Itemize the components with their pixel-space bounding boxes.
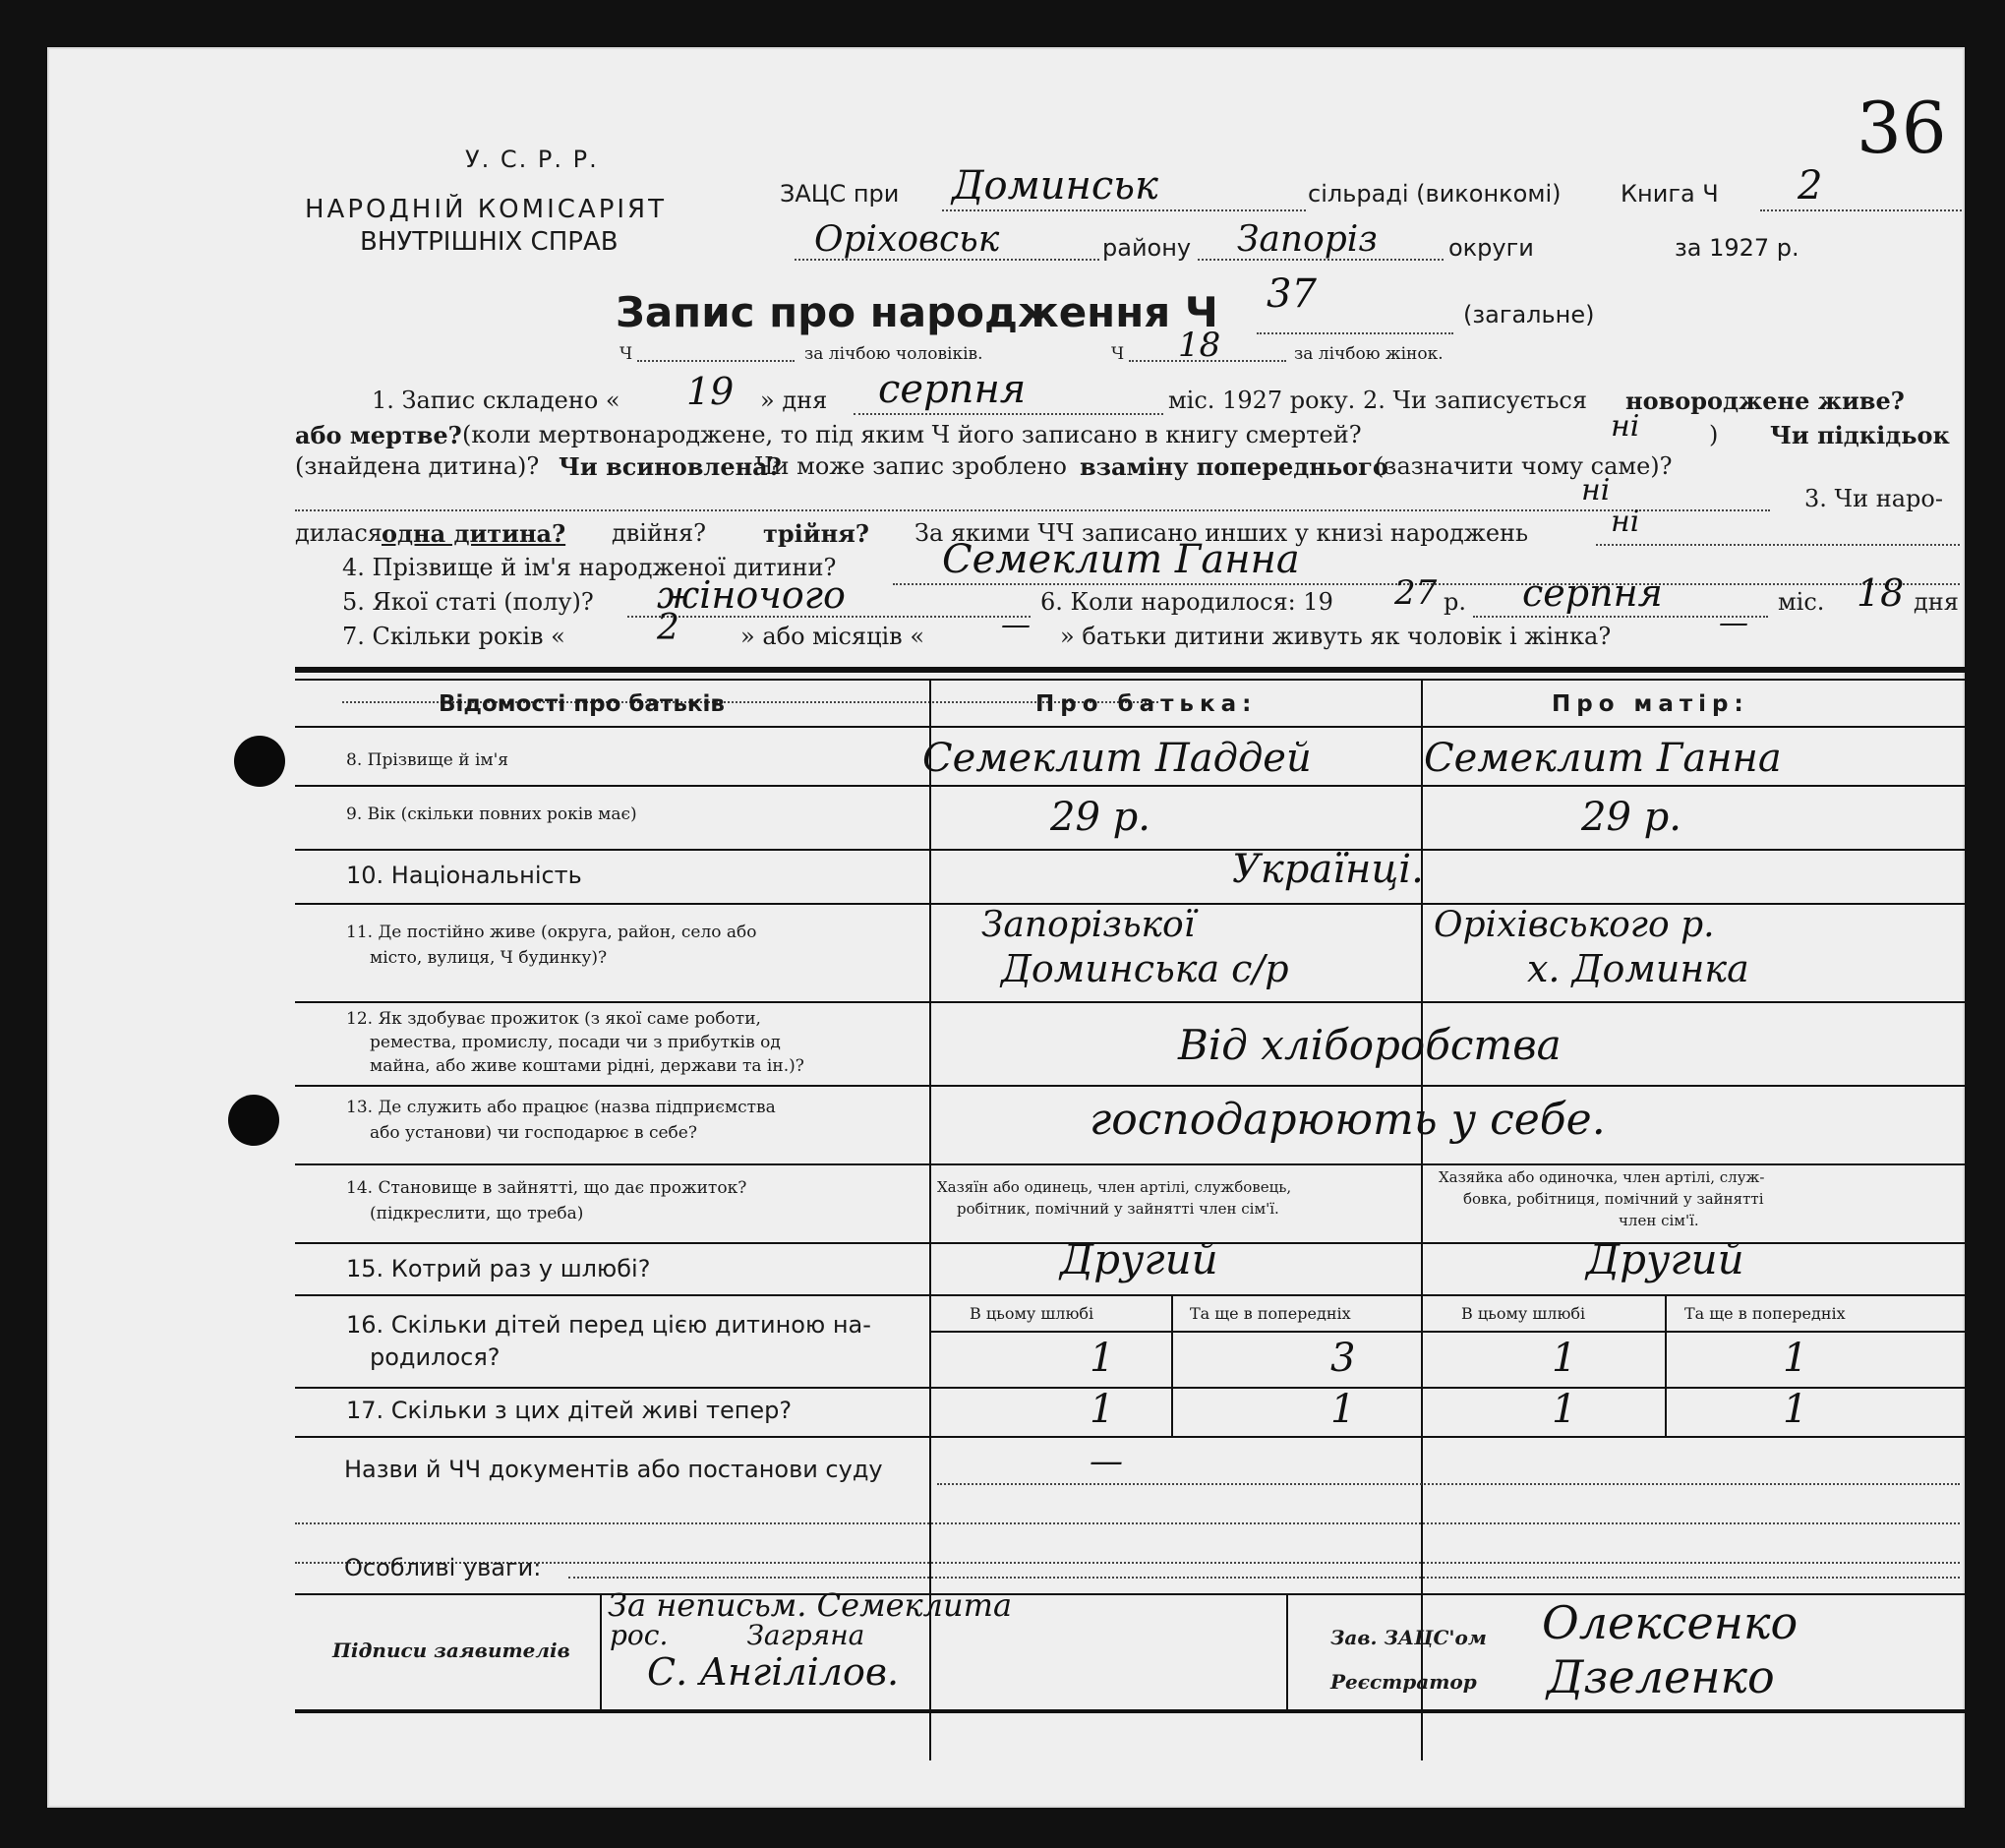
row12-label-2: ремества, промислу, посади чи з прибутків од — [370, 1033, 781, 1052]
row11-father-line1: Запорізької — [981, 905, 1196, 945]
village-council-label: сільраді (виконкомі) — [1308, 180, 1562, 208]
row9-father-value: 29 р. — [1050, 795, 1150, 840]
row8-mother-value: Семеклит Ганна — [1424, 736, 1782, 781]
row9-label: 9. Вік (скільки повних років має) — [346, 805, 637, 824]
table-header-parents: Відомості про батьків — [439, 691, 725, 717]
q6-month-value: серпня — [1522, 571, 1663, 615]
row16-v3: 1 — [1552, 1336, 1577, 1381]
punch-hole-bottom — [228, 1095, 279, 1146]
row13-label-1: 13. Де служить або працює (назва підприємства — [346, 1098, 776, 1117]
year-label: за 1927 р. — [1675, 234, 1799, 262]
sheet-number: 36 — [1857, 87, 1947, 169]
female-count-value: 18 — [1178, 326, 1221, 365]
registrar-label: Реєстратор — [1330, 1670, 1477, 1694]
zags-prefix: ЗАЦС при — [780, 180, 900, 208]
okrug-value: Запоріз — [1237, 219, 1378, 260]
row17-label: 17. Скільки з цих дітей живі тепер? — [346, 1397, 793, 1424]
q3-text-l: За якими ЧЧ записано инших у книзі народжень — [914, 519, 1529, 547]
q4-label: 4. Прізвище й ім'я народженої дитини? — [342, 554, 837, 581]
female-prefix: Ч — [1111, 344, 1125, 364]
book-value: 2 — [1798, 163, 1823, 209]
document-sheet — [47, 47, 1965, 1808]
signature-line-3: С. Ангілілов. — [647, 1650, 900, 1694]
row8-label: 8. Прізвище й ім'я — [346, 750, 509, 770]
row11-label-1: 11. Де постійно живе (округа, район, село або — [346, 923, 757, 942]
row13-work-value: господарюють у себе. — [1090, 1095, 1606, 1145]
q7-years-value: 2 — [657, 608, 679, 648]
punch-hole-top — [234, 736, 285, 787]
row16-sub3: В цьому шлюбі — [1461, 1304, 1586, 1323]
row9-mother-value: 29 р. — [1581, 795, 1681, 840]
head-label: Зав. ЗАЦС'ом — [1330, 1626, 1487, 1649]
district-value: Оріховськ — [814, 219, 1000, 260]
q2-replace-label: взаміну попереднього — [1080, 452, 1388, 481]
row12-label-1: 12. Як здобуває прожиток (з якої саме роботи, — [346, 1009, 761, 1029]
q3-twins-label: двійня? — [612, 519, 706, 547]
book-label: Книга Ч — [1621, 180, 1719, 208]
row15-label: 15. Котрий раз у шлюбі? — [346, 1255, 651, 1282]
row15-mother-value: Другий — [1586, 1235, 1744, 1283]
row14-mother-line3: член сім'ї. — [1619, 1212, 1699, 1229]
row17-v1: 1 — [1090, 1387, 1115, 1432]
row16-v4: 1 — [1783, 1336, 1808, 1381]
row16-label-1: 16. Скільки дітей перед цією дитиною на- — [346, 1311, 871, 1339]
q7-text-a: 7. Скільки років « — [342, 623, 565, 650]
q2-adopted-label: Чи всиновлена? — [559, 452, 782, 481]
row14-father-line2: робітник, помічний у зайнятті член сім'ї. — [957, 1200, 1279, 1218]
signature-line-1: За неписьм. Семеклита — [608, 1586, 1013, 1624]
q1-text-b: » дня — [760, 387, 828, 414]
row14-label-2: (підкреслити, що треба) — [370, 1204, 584, 1223]
row11-label-2: місто, вулиця, Ч будинку)? — [370, 948, 608, 968]
row11-father-line2: Доминська с/р — [1001, 947, 1289, 990]
q1-day-value: 19 — [686, 370, 735, 413]
q2-dead-value: ні — [1611, 409, 1640, 444]
q2-replace-value: ні — [1581, 473, 1611, 507]
row14-mother-line1: Хазяйка або одиночка, член артілі, служ- — [1439, 1168, 1765, 1186]
q6-year-suffix: р. — [1444, 588, 1466, 616]
q5-label: 5. Якої статі (полу)? — [342, 588, 594, 616]
q2-text-g: Чи може запис зроблено — [755, 452, 1067, 480]
row15-father-value: Другий — [1060, 1235, 1218, 1283]
q2-text-h: (зазначити чому саме)? — [1375, 452, 1673, 480]
row17-v3: 1 — [1552, 1387, 1577, 1432]
row17-v4: 1 — [1783, 1387, 1808, 1432]
ussr-label: У. С. Р. Р. — [465, 146, 599, 173]
record-title: Запис про народження Ч — [616, 288, 1218, 336]
female-count-label: за лічбою жінок. — [1294, 344, 1444, 364]
q3-single-label: одна дитина? — [382, 519, 566, 548]
row14-mother-line2: бовка, робітниця, помічний у зайнятті — [1463, 1190, 1764, 1208]
row12-label-3: майна, або живе коштами рідні, держави та ін.)? — [370, 1056, 804, 1076]
row12-income-value: Від хліборобства — [1178, 1021, 1562, 1069]
row14-father-line1: Хазяїн або одинець, член артілі, службовець, — [937, 1178, 1292, 1196]
q4-child-name-value: Семеклит Ганна — [942, 537, 1300, 582]
okrug-label: округи — [1448, 234, 1534, 262]
q2-foundling-label: Чи підкідьок — [1770, 421, 1950, 449]
q7-value: — — [1719, 606, 1748, 640]
row16-v1: 1 — [1090, 1336, 1115, 1381]
registrar-signature: Дзеленко — [1547, 1650, 1775, 1703]
q2-live-label: новороджене живе? — [1625, 387, 1905, 415]
q3-triplets-label: трійня? — [763, 519, 869, 548]
commissariat-line1: НАРОДНІЙ КОМІСАРІЯТ — [305, 195, 667, 224]
zags-value: Доминськ — [952, 163, 1158, 209]
district-label: району — [1102, 234, 1192, 262]
q3-text-j: дилася — [295, 519, 383, 547]
row16-v2: 3 — [1330, 1336, 1356, 1381]
row17-v2: 1 — [1330, 1387, 1356, 1432]
q5-sex-value: жіночого — [657, 573, 846, 617]
q1-month-value: серпня — [878, 367, 1027, 412]
row8-father-value: Семеклит Паддей — [922, 736, 1312, 781]
male-prefix: Ч — [619, 344, 633, 364]
documents-label: Назви й ЧЧ документів або постанови суду — [344, 1456, 883, 1483]
row10-label: 10. Національність — [346, 862, 582, 889]
record-number: 37 — [1267, 271, 1317, 317]
notes-label: Особливі уваги: — [344, 1554, 542, 1581]
q7-text-c: » батьки дитини живуть як чоловік і жінка? — [1060, 623, 1612, 650]
q7-text-b: » або місяців « — [740, 623, 925, 650]
q2-dead-label: або мертве? — [295, 421, 462, 449]
documents-value: — — [1090, 1442, 1123, 1481]
q6-day-value: 18 — [1857, 571, 1905, 615]
q1-text-c: міс. 1927 року. 2. Чи записується — [1168, 387, 1587, 414]
table-header-father: Про батька: — [1035, 691, 1258, 717]
q6-day-label: дня — [1914, 588, 1959, 616]
table-header-mother: Про матір: — [1552, 691, 1749, 717]
row10-nationality-value: Українці. — [1232, 847, 1424, 892]
signature-line-2: рос. Загряна — [610, 1619, 865, 1651]
male-count-label: за лічбою чоловіків. — [804, 344, 983, 364]
row13-label-2: або установи) чи господарює в себе? — [370, 1123, 697, 1143]
row16-sub4: Та ще в попередніх — [1684, 1304, 1846, 1323]
row16-label-2: родилося? — [370, 1343, 501, 1371]
q6-label: 6. Коли народилося: 19 — [1040, 588, 1333, 616]
row11-mother-line2: х. Доминка — [1527, 947, 1749, 990]
head-signature: Олексенко — [1542, 1596, 1799, 1649]
q3-text-i: 3. Чи наро- — [1804, 485, 1943, 512]
row16-sub1: В цьому шлюбі — [970, 1304, 1094, 1323]
q3-others-value: ні — [1611, 505, 1640, 539]
row16-sub2: Та ще в попередніх — [1190, 1304, 1351, 1323]
row14-label-1: 14. Становище в зайнятті, що дає прожиток? — [346, 1178, 747, 1198]
q2-text-f: (знайдена дитина)? — [295, 452, 540, 480]
commissariat-line2: ВНУТРІШНІХ СПРАВ — [360, 227, 619, 257]
q6-month-label: міс. — [1778, 588, 1825, 616]
row11-mother-line1: Оріхівського р. — [1434, 905, 1715, 945]
q7-months-value: — — [1001, 608, 1031, 642]
q6-year-value: 27 — [1394, 573, 1438, 613]
q2-text-e: ) — [1709, 421, 1719, 448]
signatures-label: Підписи заявителів — [332, 1639, 570, 1662]
q2-text-d: (коли мертвонароджене, то під яким Ч його записано в книгу смертей? — [462, 421, 1362, 448]
q1-text-a: 1. Запис складено « — [372, 387, 620, 414]
general-label: (загальне) — [1463, 301, 1595, 328]
